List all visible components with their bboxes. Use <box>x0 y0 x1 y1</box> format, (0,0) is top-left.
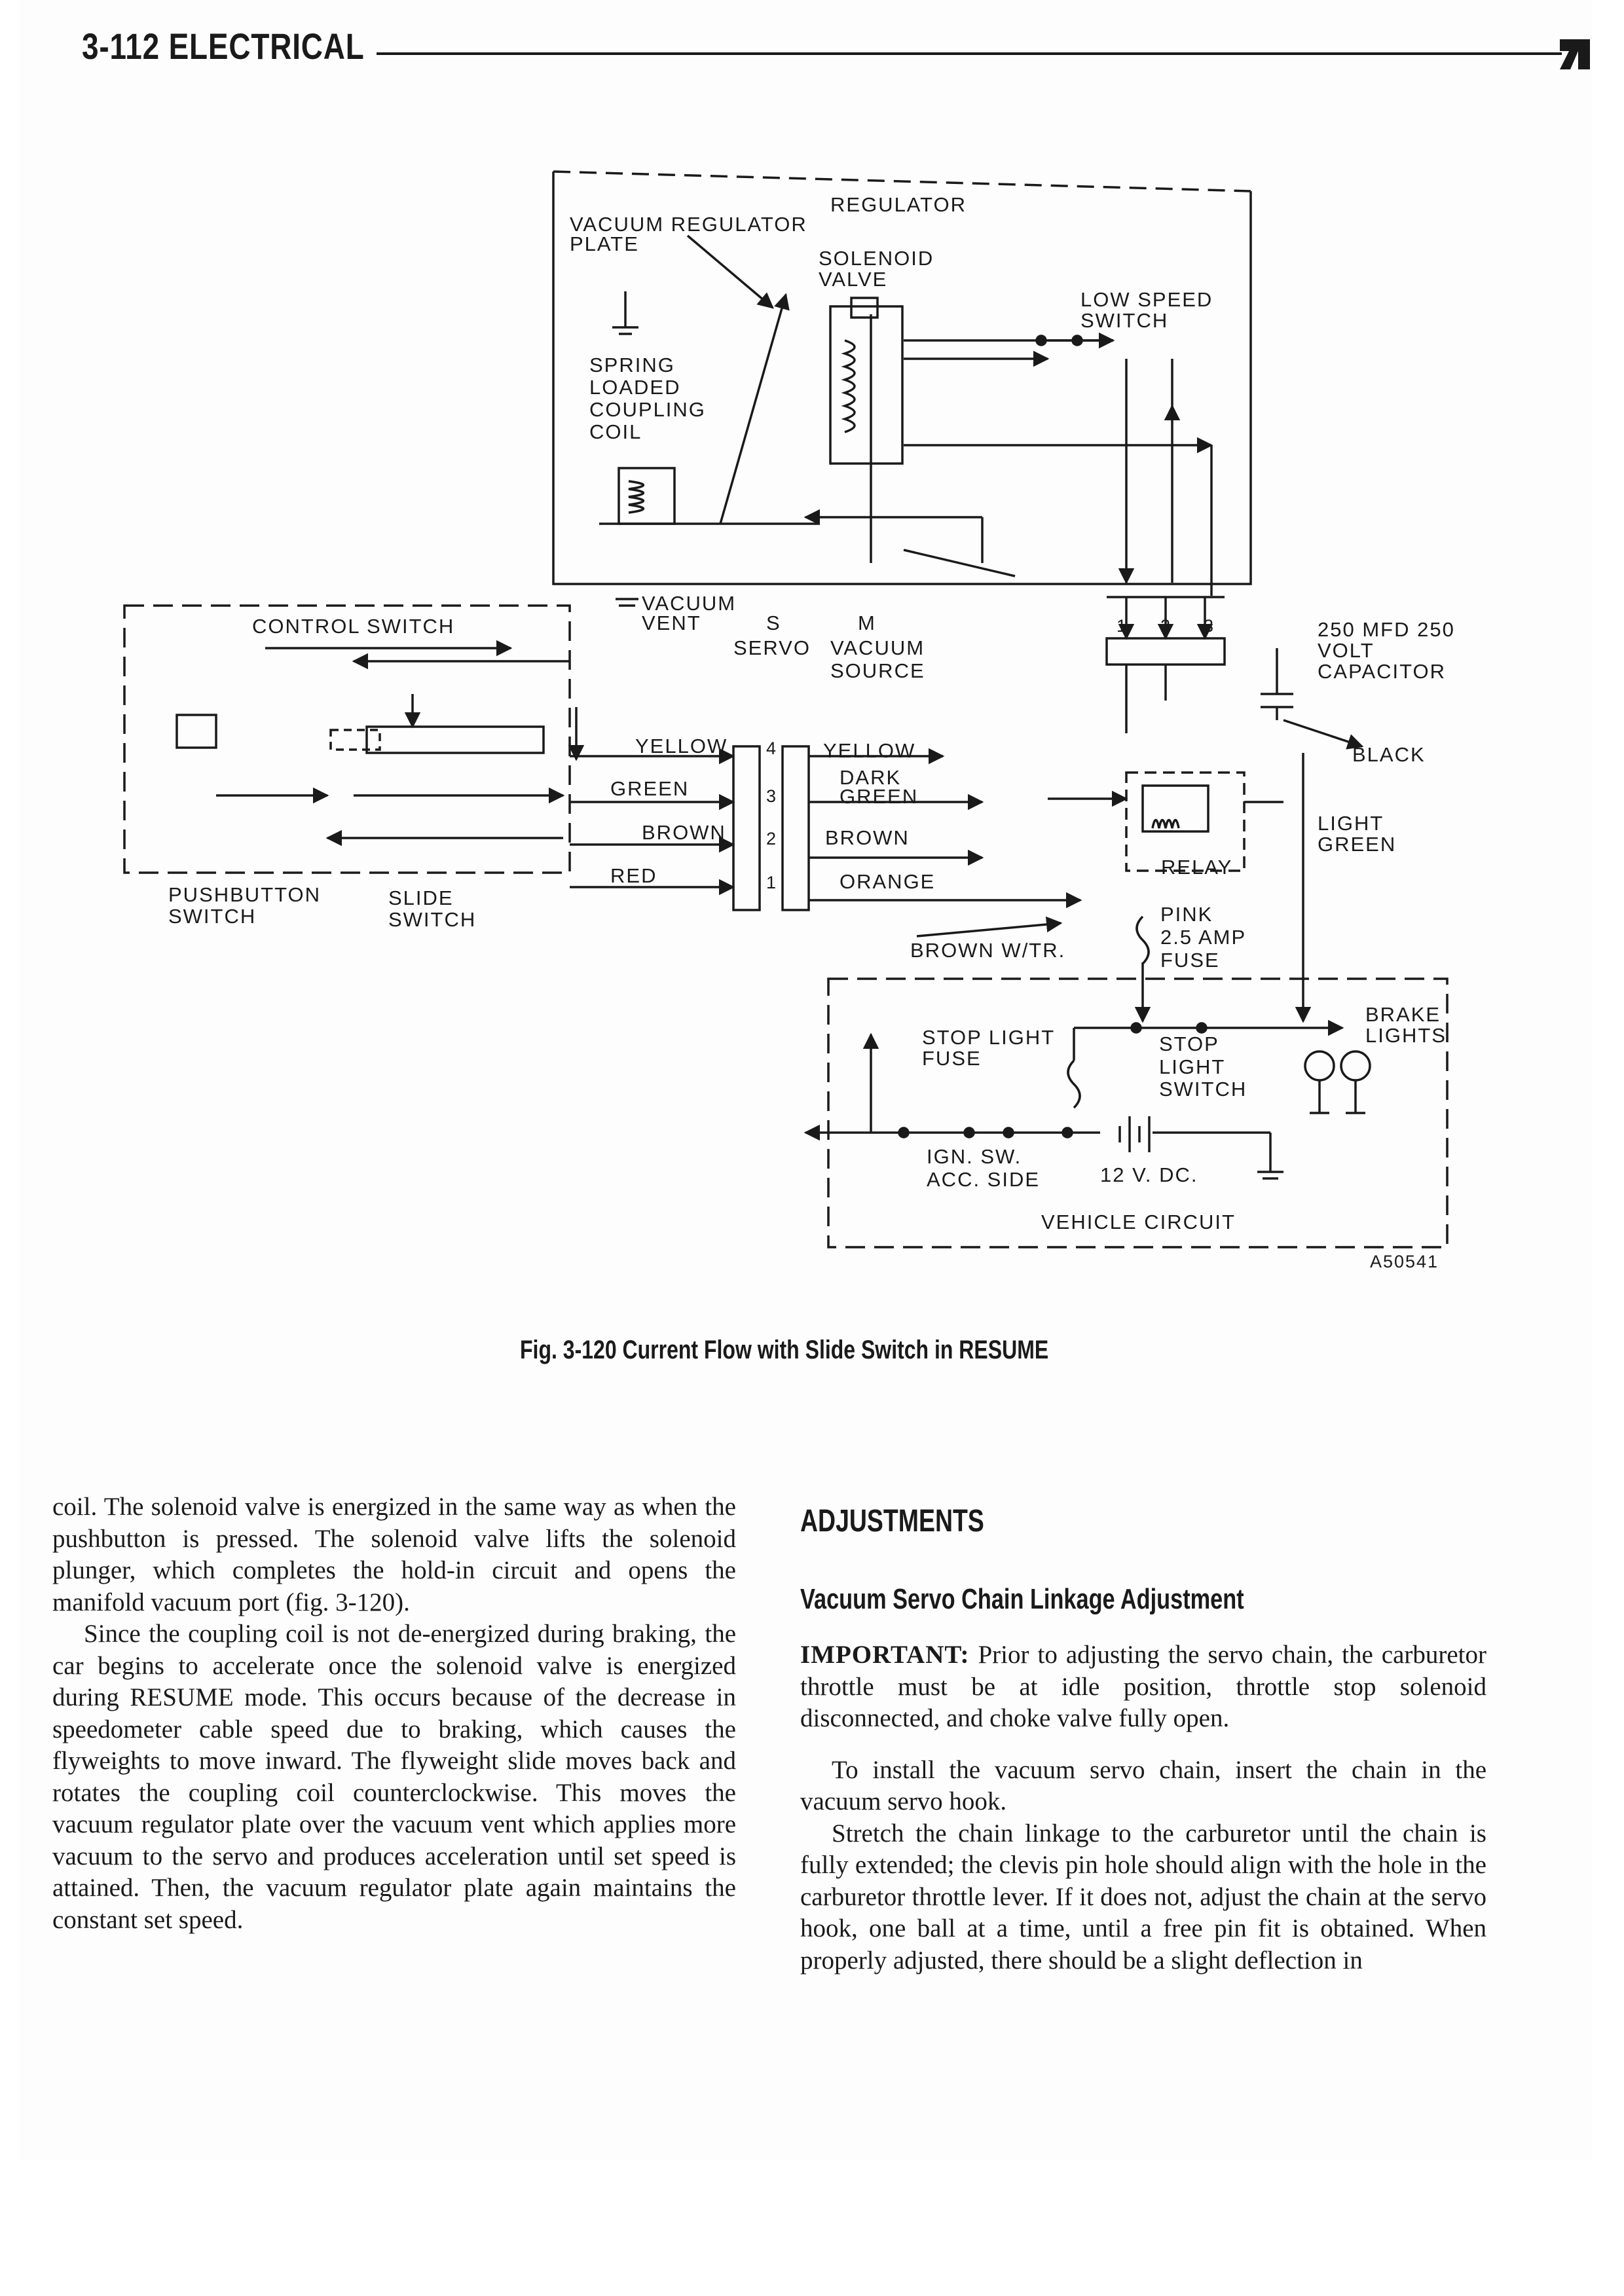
diagram-label-valve: VALVE <box>819 268 888 291</box>
diagram-label-capacitor-2: VOLT <box>1318 639 1375 662</box>
diagram-label-wire-dark-green: GREEN <box>840 785 919 808</box>
diagram-label-fuse: FUSE <box>1160 949 1220 972</box>
diagram-label-vacuum-source-1: VACUUM <box>830 636 925 659</box>
diagram-label-wire-light: LIGHT <box>1318 812 1384 835</box>
diagram-label-servo: SERVO <box>733 636 811 659</box>
diagram-label-pushbutton: PUSHBUTTON <box>168 883 322 906</box>
diagram-label-fuse-amp: 2.5 AMP <box>1160 926 1247 949</box>
diagram-label-vehicle-circuit: VEHICLE CIRCUIT <box>1041 1211 1236 1233</box>
page-title: 3-112 ELECTRICAL <box>82 26 365 67</box>
diagram-label-stop-light: STOP LIGHT <box>922 1026 1056 1049</box>
diagram-label-vacuum-source-2: SOURCE <box>830 659 925 682</box>
diagram-label-wire-dark: DARK <box>840 766 902 789</box>
diagram-label-relay: RELAY <box>1161 856 1233 879</box>
diagram-label-slide: SLIDE <box>388 886 454 909</box>
diagram-label-wire-yellow-left: YELLOW <box>635 735 728 757</box>
diagram-label-terminal-1: 1 <box>1116 616 1128 636</box>
diagram-label-pin-4: 4 <box>766 738 778 758</box>
diagram-label-spring: SPRING <box>589 354 675 376</box>
diagram-label-pin-1: 1 <box>766 873 778 892</box>
important-label: IMPORTANT: <box>800 1641 970 1669</box>
right-column <box>800 1491 1486 1977</box>
diagram-label-stop-light-switch: SWITCH <box>1159 1078 1247 1101</box>
diagram-label-s: S <box>766 611 781 634</box>
diagram-label-vent: VENT <box>642 611 701 634</box>
diagram-label-wire-red-left: RED <box>610 864 657 887</box>
important-text: Prior to adjusting the servo chain, the carburetor throttle must be at idle position, throttle stop solenoid disconnected, and choke valve fully open. <box>800 1641 1486 1732</box>
left-column <box>52 1491 736 1936</box>
diagram-label-low-speed: LOW SPEED <box>1080 288 1213 311</box>
diagram-label-brake-lights: LIGHTS <box>1365 1024 1447 1047</box>
diagram-label-regulator: REGULATOR <box>830 193 967 216</box>
diagram-label-capacitor-1: 250 MFD 250 <box>1318 618 1455 641</box>
diagram-label-m: M <box>858 611 876 634</box>
diagram-label-wire-orange: ORANGE <box>840 870 936 893</box>
diagram-label-wire-brown-right: BROWN <box>825 826 910 849</box>
diagram-label-low-speed-switch: SWITCH <box>1080 309 1169 332</box>
diagram-label-stop: STOP <box>1159 1032 1219 1055</box>
right-paragraph-2: Stretch the chain linkage to the carburetor until the chain is fully extended; the clevis pin hole should align with the hole in the carburetor throttle lever. If it does not, adjust the chain at the servo hook, one ball at a time, until a free pin fit is obtained. When properly adjusted, there should be a slight deflection in <box>800 1819 1486 1975</box>
diagram-label-pushbutton-switch: SWITCH <box>168 905 257 928</box>
diagram-label-brake: BRAKE <box>1365 1003 1441 1026</box>
diagram-label-acc-side: ACC. SIDE <box>927 1168 1041 1191</box>
section-heading-adjustments: ADJUSTMENTS <box>800 1504 984 1539</box>
diagram-label-wire-yellow-right: YELLOW <box>823 739 916 762</box>
diagram-label-part-number: A50541 <box>1370 1252 1439 1271</box>
diagram-label-wire-pink: PINK <box>1160 903 1213 926</box>
important-note <box>800 1639 1486 1735</box>
diagram-label-ign-sw: IGN. SW. <box>927 1145 1022 1168</box>
subsection-heading-servo-chain: Vacuum Servo Chain Linkage Adjustment <box>800 1583 1244 1615</box>
diagram-label-coil: COIL <box>589 420 642 443</box>
diagram-label-terminal-2: 2 <box>1160 616 1172 636</box>
diagram-label-coupling: COUPLING <box>589 398 706 421</box>
diagram-label-pin-2: 2 <box>766 829 778 848</box>
diagram-label-vacuum: VACUUM <box>642 592 737 615</box>
diagram-label-loaded: LOADED <box>589 376 681 399</box>
diagram-label-stop-light-2: LIGHT <box>1159 1055 1226 1078</box>
diagram-label-voltage: 12 V. DC. <box>1100 1163 1198 1186</box>
diagram-label-slide-switch: SWITCH <box>388 908 477 931</box>
diagram-label-solenoid: SOLENOID <box>819 247 934 270</box>
left-paragraph-2: Since the coupling coil is not de-energized during braking, the car begins to accelerate once the solenoid valve is energized during RESUME mode. This occurs because of the decrease in speedometer cable speed due to braking, which causes the flyweights to move inward. The flyweight slide moves back and rotates the coupling coil counterclockwise. This moves the vacuum regulator plate over the vacuum vent which applies more vacuum to the servo and produces acceleration until set speed is attained. Then, the vacuum regulator plate again maintains the constant set speed. <box>52 1620 736 1934</box>
diagram-label-wire-black: BLACK <box>1352 743 1426 766</box>
diagram-label-pin-3: 3 <box>766 786 778 806</box>
diagram-label-terminal-3: 3 <box>1204 616 1215 636</box>
diagram-label-vacuum-regulator: VACUUM REGULATOR <box>570 213 807 236</box>
figure-caption: Fig. 3-120 Current Flow with Slide Switch in RESUME <box>520 1336 1049 1364</box>
diagram-label-stop-light-fuse: FUSE <box>922 1047 982 1070</box>
diagram-label-wire-light-green: GREEN <box>1318 833 1397 856</box>
right-paragraph-1: To install the vacuum servo chain, insert the chain in the vacuum servo hook. <box>800 1755 1486 1815</box>
diagram-label-wire-brown-wtr: BROWN W/TR. <box>910 939 1066 962</box>
diagram-label-wire-brown-left: BROWN <box>642 821 726 844</box>
diagram-label-control-switch: CONTROL SWITCH <box>252 615 455 638</box>
diagram-label-wire-green-left: GREEN <box>610 777 690 800</box>
diagram-label-capacitor-3: CAPACITOR <box>1318 660 1446 683</box>
left-paragraph-1: coil. The solenoid valve is energized in the same way as when the pushbutton is pressed. The solenoid valve lifts the solenoid plunger, which completes the hold-in circuit and opens the manifold vacuum port (fig. 3-120). <box>52 1493 736 1616</box>
diagram-label-plate: PLATE <box>570 232 639 255</box>
